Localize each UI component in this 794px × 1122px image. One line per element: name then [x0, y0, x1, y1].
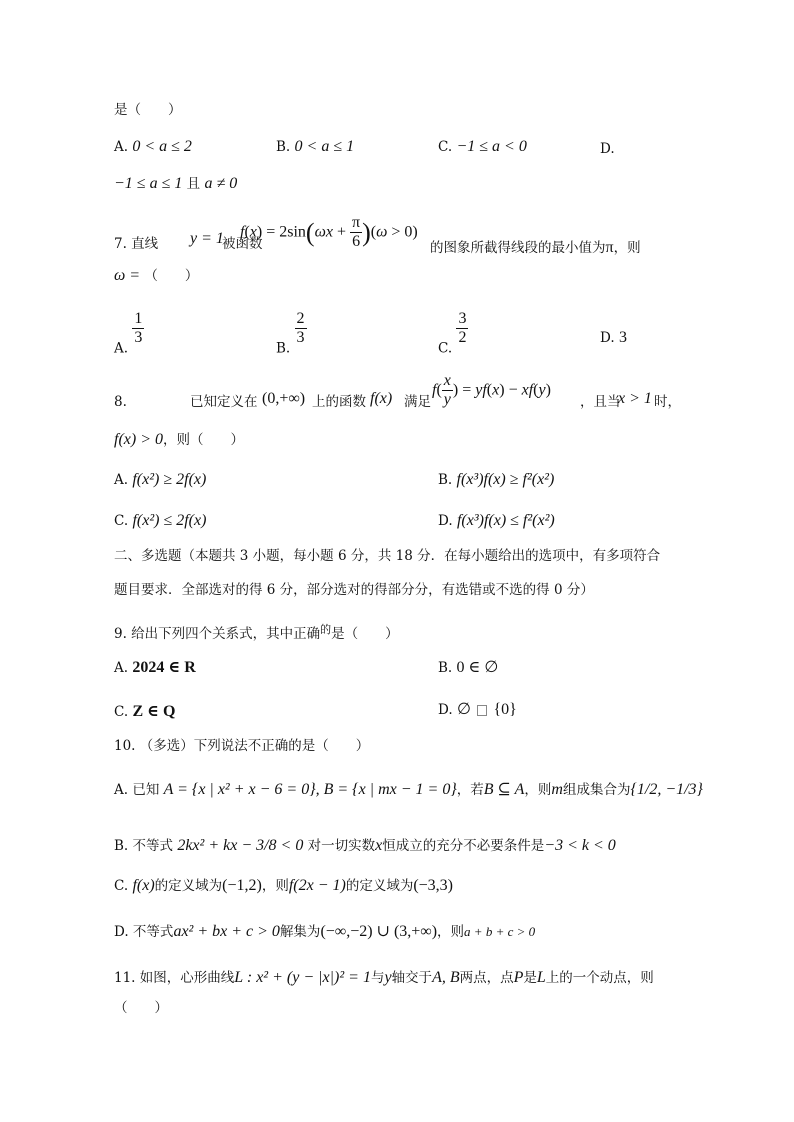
option-var: x	[375, 837, 383, 854]
numerator: 3	[456, 310, 468, 329]
option-text: 组成集合为	[562, 782, 631, 798]
option-label: C.	[114, 878, 129, 894]
q7-paren: （ ）	[144, 268, 199, 284]
q11-text: 与	[370, 970, 385, 986]
option-math: 2024 ∈ R	[132, 659, 196, 676]
q8-text4: ，且当	[580, 394, 621, 410]
option-math: ∅	[456, 701, 471, 718]
option-domain: (−1,2)	[222, 877, 262, 894]
q8-fx: f(x)	[370, 390, 393, 407]
option-text: ，则	[437, 924, 465, 940]
option-label: C.	[114, 704, 129, 720]
option-math: 0 < a ≤ 2	[132, 138, 192, 155]
q8-text6: ，则（ ）	[163, 432, 244, 448]
q11-text: 两点，点	[459, 970, 514, 986]
q7-function: f(x) = 2sin(ωx + $\frac{\pi}{6}$ )(ω > 0)	[240, 214, 418, 251]
option-label: B.	[438, 660, 453, 676]
option-func-2: f(2x − 1)	[288, 877, 346, 894]
option-label: B.	[276, 340, 291, 357]
q11-text: 11. 如图，心形曲线	[114, 970, 235, 986]
option-text: ，则	[524, 782, 552, 798]
denominator: 2	[458, 329, 467, 347]
q7-option-d[interactable]	[600, 330, 627, 346]
option-label: A.	[114, 660, 129, 676]
option-label: D.	[438, 513, 453, 529]
q9-de: 的	[320, 623, 332, 636]
q7-text2-content: 的图象所截得线段的最小值为	[430, 240, 606, 256]
q6-option-a[interactable]	[114, 139, 192, 155]
q11-points: A, B	[432, 969, 460, 986]
option-func: f(x)	[132, 877, 155, 894]
q7-num: 7. 直线	[114, 236, 159, 252]
q8-text1: 已知定义在	[190, 394, 258, 410]
option-subset: B ⊆ A	[483, 781, 525, 798]
q8-text3: 满足	[404, 394, 431, 410]
q11-var: L	[536, 969, 546, 986]
option-var: m	[551, 781, 563, 798]
q8-cond-line	[114, 432, 244, 448]
q10-option-c[interactable]	[114, 878, 453, 894]
option-math: 0 ∈ ∅	[456, 659, 499, 676]
q11-var: y	[384, 969, 392, 986]
q6-option-d[interactable]	[114, 176, 237, 192]
q11-text: 轴交于	[391, 970, 433, 986]
option-label: D.	[600, 330, 615, 346]
section2-line1: 二、多选题（本题共 3 小题，每小题 6 分，共 18 分．在每小题给出的选项中，有多项符合	[114, 548, 661, 564]
q10-option-a[interactable]	[114, 782, 703, 798]
q7-text1: 被函数	[222, 236, 263, 252]
option-answer: {1/2, −1/3}	[630, 781, 703, 798]
option-condition: −3 < k < 0	[544, 837, 616, 854]
q8-num: 8.	[114, 394, 127, 410]
option-math: −1 ≤ a < 0	[456, 138, 527, 155]
q7-line-eq: y = 1	[190, 230, 224, 247]
option-math-2: {0}	[493, 701, 517, 718]
q8-text2: 上的函数	[312, 394, 366, 410]
option-label: C.	[114, 513, 129, 529]
q10-option-b[interactable]	[114, 838, 616, 854]
q11-stem	[114, 970, 654, 986]
option-text: ，若	[456, 782, 484, 798]
option-label: B.	[276, 139, 291, 155]
option-math: Z ∈ Q	[132, 703, 176, 720]
q8-option-c[interactable]	[114, 513, 206, 529]
q9-option-c[interactable]	[114, 704, 175, 720]
numerator: 1	[132, 310, 144, 329]
q11-text: 是	[523, 970, 537, 986]
option-inequality: ax² + bx + c > 0	[173, 923, 280, 940]
q7-omega: ω =	[114, 267, 141, 284]
option-math: 0 < a ≤ 1	[294, 138, 355, 155]
option-set: (−∞,−2) ∪ (3,+∞)	[320, 923, 438, 940]
q8-text5: 时，	[654, 394, 681, 410]
q8-domain: (0,+∞)	[262, 390, 306, 407]
denominator: 3	[296, 329, 305, 347]
q9-stem-text2: 是（ ）	[331, 626, 399, 642]
q9-stem	[114, 624, 399, 642]
option-text: 的定义域为	[345, 878, 414, 894]
option-label: B.	[438, 472, 453, 488]
option-text: 解集为	[279, 924, 321, 940]
q8-cond2: f(x) > 0	[114, 431, 163, 448]
option-label: D. 不等式	[114, 924, 174, 940]
option-label: A.	[114, 472, 129, 488]
q8-option-a[interactable]	[114, 472, 206, 488]
option-set: A = {x | x² + x − 6 = 0}, B = {x | mx − 1 = 0}	[163, 781, 457, 798]
section2-line2: 题目要求．全部选对的得 6 分，部分选对的得部分分，有选错或不选的得 0 分）	[114, 582, 594, 598]
option-math: f(x²) ≥ 2f(x)	[132, 471, 207, 488]
option-math: f(x²) ≤ 2f(x)	[132, 512, 207, 529]
option-text: 恒成立的充分不必要条件是	[382, 838, 545, 854]
q9-stem-text: 9. 给出下列四个关系式，其中正确	[114, 626, 321, 642]
option-label: B. 不等式	[114, 838, 174, 854]
q8-cond: x > 1	[618, 390, 652, 407]
option-math: −1 ≤ a ≤ 1	[114, 175, 183, 192]
missing-glyph-icon	[477, 705, 487, 716]
q8-equation: f( $\frac{x}{y}$ ) = yf(x) − xf(y)	[432, 372, 551, 409]
option-text: 且	[186, 176, 201, 192]
option-math: f(x³)f(x) ≤ f²(x²)	[456, 512, 555, 529]
q11-text: 上的一个动点，则	[545, 970, 654, 986]
option-label: C.	[438, 340, 453, 357]
option-label: D.	[438, 702, 453, 718]
option-value: 3	[618, 329, 627, 346]
q6-option-d-label[interactable]: D.	[600, 141, 615, 157]
q6-stem-tail: 是（ ）	[114, 102, 182, 118]
option-label: C.	[438, 139, 453, 155]
q6-option-b[interactable]	[276, 139, 354, 155]
q7-text2	[430, 240, 641, 256]
option-text: ，则	[261, 878, 289, 894]
q7-option-b[interactable]	[276, 310, 307, 356]
option-label: A.	[114, 139, 129, 155]
q7-option-c[interactable]	[438, 310, 468, 356]
q8-option-d[interactable]	[438, 513, 555, 529]
q11-curve: L : x² + (y − |x|)² = 1	[234, 969, 371, 986]
q10-option-d[interactable]	[114, 924, 535, 940]
option-math: f(x³)f(x) ≥ f²(x²)	[456, 471, 555, 488]
q9-option-b[interactable]	[438, 660, 498, 676]
option-text: 的定义域为	[154, 878, 223, 894]
pi-symbol: π	[605, 239, 614, 256]
option-inequality: 2kx² + kx − 3/8 < 0	[177, 837, 304, 854]
q6-option-c[interactable]	[438, 139, 527, 155]
q7-text3: ，则	[613, 240, 641, 256]
q9-option-a[interactable]	[114, 660, 196, 676]
q8-option-b[interactable]	[438, 472, 554, 488]
q11-var: P	[513, 969, 524, 986]
option-label: A. 已知	[114, 782, 160, 798]
option-domain-2: (−3,3)	[413, 877, 454, 894]
option-text: 对一切实数	[307, 838, 376, 854]
q10-stem: 10. （多选）下列说法不正确的是（ ）	[114, 738, 370, 754]
numerator: 2	[295, 310, 307, 329]
q7-option-a[interactable]	[114, 310, 144, 356]
q9-option-d[interactable]	[438, 702, 517, 718]
q7-omega-line	[114, 268, 198, 284]
option-label: A.	[114, 340, 129, 357]
option-result: a + b + c > 0	[464, 924, 536, 939]
denominator: 3	[134, 329, 143, 347]
q11-paren: （ ）	[114, 1000, 168, 1016]
option-math-2: a ≠ 0	[204, 175, 238, 192]
